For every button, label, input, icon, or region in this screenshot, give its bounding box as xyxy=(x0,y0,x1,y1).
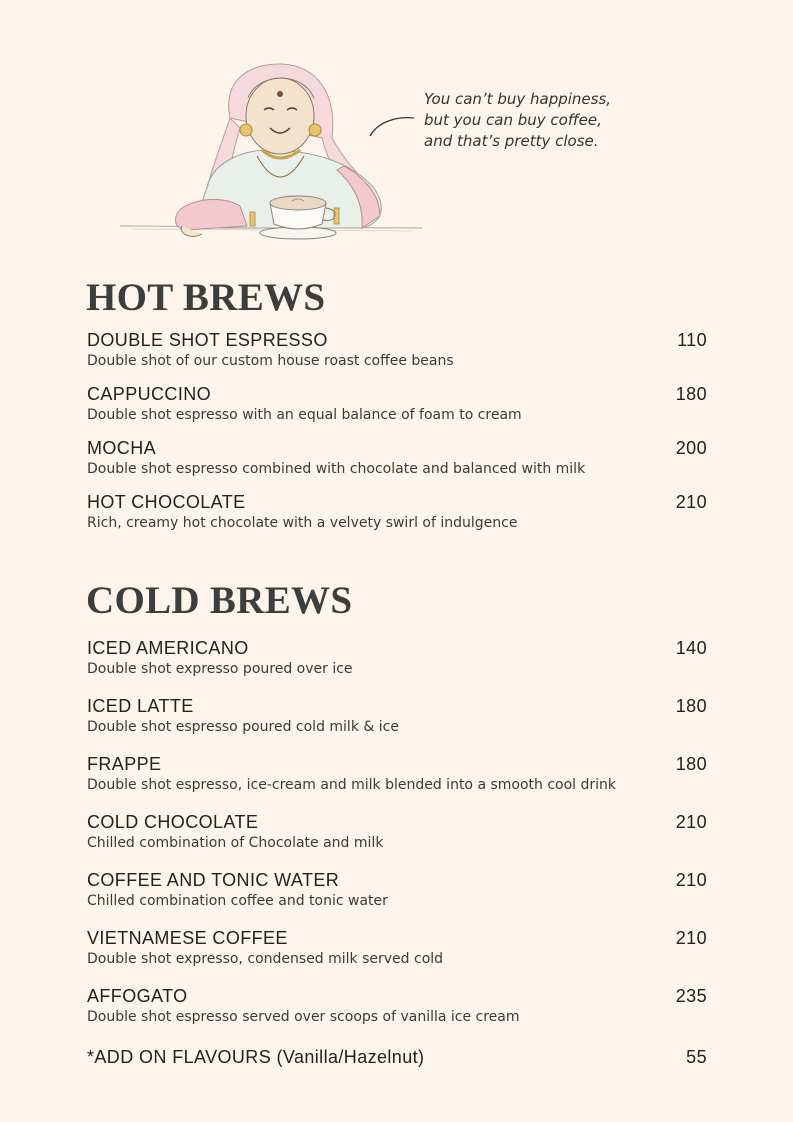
menu-item xyxy=(87,637,707,678)
item-name: DOUBLE SHOT ESPRESSO xyxy=(87,330,328,350)
menu-item xyxy=(87,437,707,478)
menu-item xyxy=(87,753,707,794)
item-description: Chilled combination coffee and tonic water xyxy=(87,893,388,909)
item-name: HOT CHOCOLATE xyxy=(87,492,246,512)
quote-line: You can’t buy happiness, xyxy=(424,90,612,108)
item-name: AFFOGATO xyxy=(87,986,188,1006)
item-description: Double shot espresso with an equal balance of foam to cream xyxy=(87,407,522,423)
item-price: 140 xyxy=(675,638,707,658)
quote-line: and that’s pretty close. xyxy=(424,132,599,150)
addon-item xyxy=(87,1046,707,1068)
menu-item xyxy=(87,695,707,736)
item-name: ICED LATTE xyxy=(87,696,194,716)
quote-text xyxy=(424,89,644,152)
item-description: Rich, creamy hot chocolate with a velvety swirl of indulgence xyxy=(87,515,518,531)
item-price: 180 xyxy=(675,754,707,774)
item-price: 200 xyxy=(675,438,707,458)
item-name: COLD CHOCOLATE xyxy=(87,812,259,832)
item-price: 235 xyxy=(675,986,707,1006)
item-price: 210 xyxy=(675,870,707,890)
menu-item xyxy=(87,329,707,370)
item-price: 210 xyxy=(675,492,707,512)
section-title-cold-brews: COLD BREWS xyxy=(86,579,353,622)
item-name: FRAPPE xyxy=(87,754,162,774)
item-description: Chilled combination of Chocolate and milk xyxy=(87,835,384,851)
item-description: Double shot expresso poured over ice xyxy=(87,661,353,677)
item-description: Double shot espresso, ice-cream and milk blended into a smooth cool drink xyxy=(87,777,617,793)
item-price: 210 xyxy=(675,928,707,948)
item-name: ICED AMERICANO xyxy=(87,638,249,658)
item-description: Double shot espresso combined with chocolate and balanced with milk xyxy=(87,461,586,477)
item-name: MOCHA xyxy=(87,438,156,458)
item-price: 180 xyxy=(675,384,707,404)
menu-item xyxy=(87,383,707,424)
menu-item xyxy=(87,869,707,910)
section-title-hot-brews: HOT BREWS xyxy=(86,276,326,319)
item-name: CAPPUCCINO xyxy=(87,384,212,404)
speech-pointer-icon xyxy=(368,112,418,138)
woman-with-coffee-illustration xyxy=(112,58,432,248)
item-price: 180 xyxy=(675,696,707,716)
item-description: Double shot expresso, condensed milk served cold xyxy=(87,951,444,967)
menu-item xyxy=(87,811,707,852)
menu-item xyxy=(87,927,707,968)
item-name: COFFEE AND TONIC WATER xyxy=(87,870,340,890)
addon-price: 55 xyxy=(686,1047,707,1067)
item-price: 110 xyxy=(677,330,707,350)
addon-name: *ADD ON FLAVOURS (Vanilla/Hazelnut) xyxy=(87,1047,425,1067)
item-name: VIETNAMESE COFFEE xyxy=(87,928,288,948)
item-description: Double shot of our custom house roast coffee beans xyxy=(87,353,454,369)
menu-item xyxy=(87,491,707,532)
item-description: Double shot espresso poured cold milk & ice xyxy=(87,719,399,735)
quote-line: but you can buy coffee, xyxy=(424,111,602,129)
menu-item xyxy=(87,985,707,1026)
item-price: 210 xyxy=(675,812,707,832)
item-description: Double shot espresso served over scoops of vanilla ice cream xyxy=(87,1009,520,1025)
